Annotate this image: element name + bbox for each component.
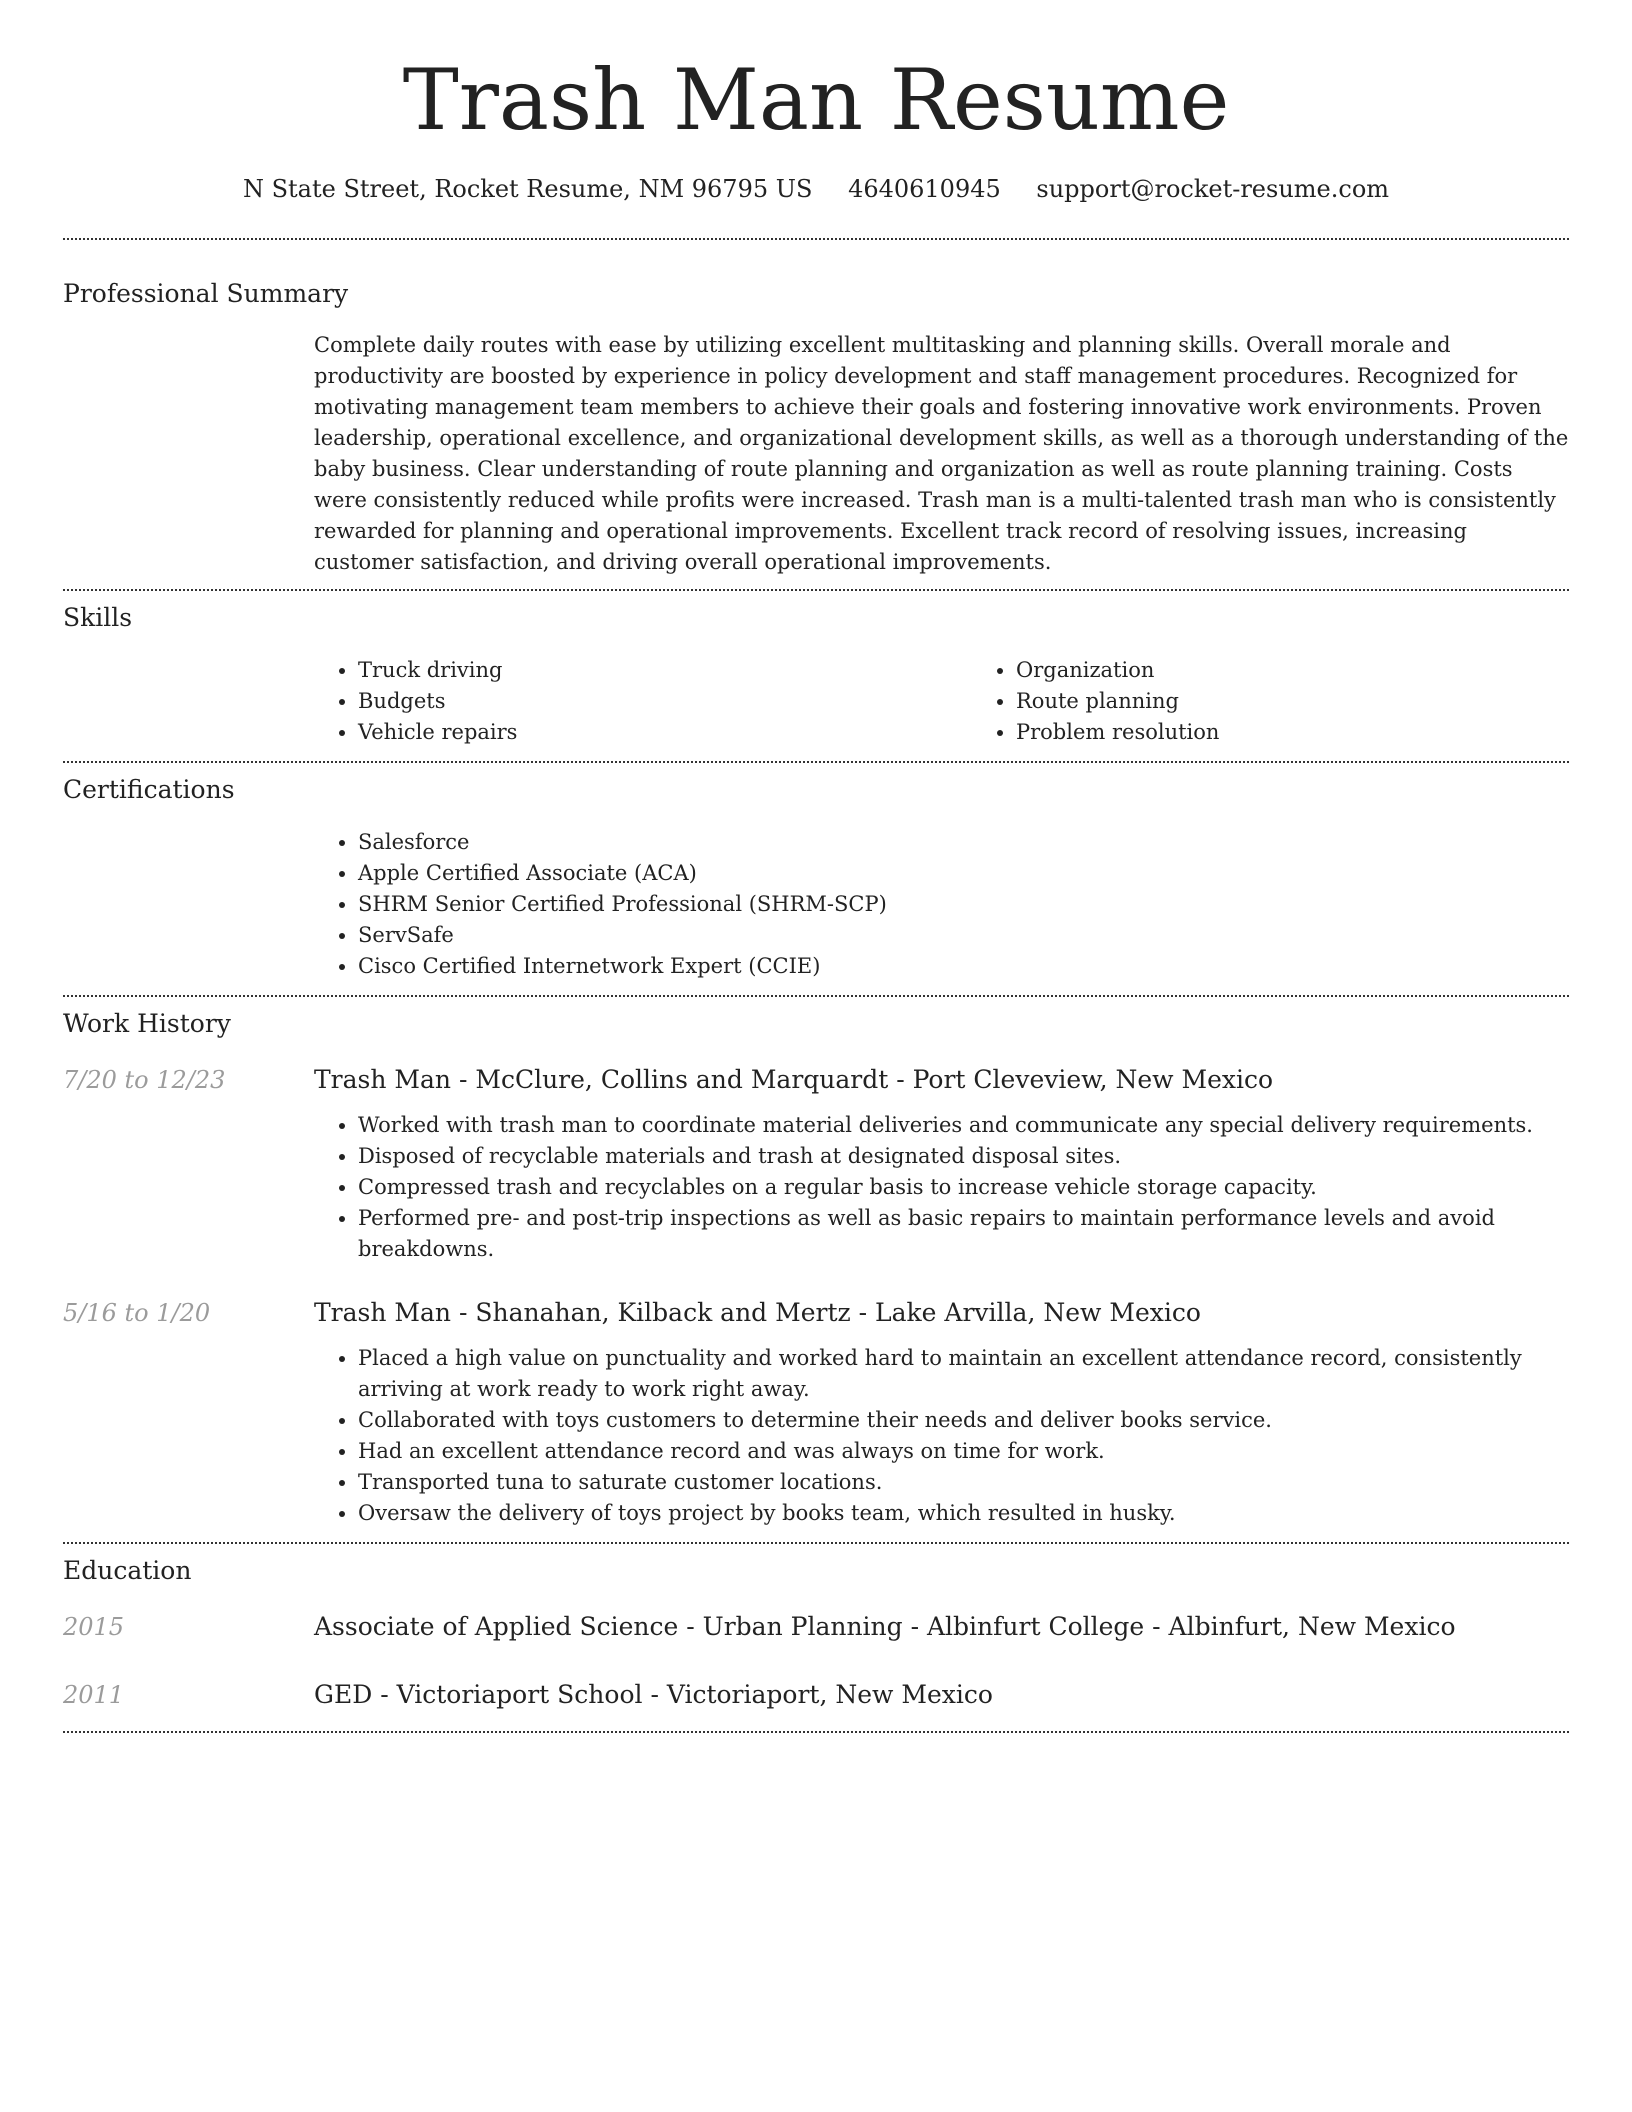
section-divider xyxy=(63,761,1569,763)
job-bullet: • Collaborated with toys customers to determine their needs and deliver books service. xyxy=(358,1405,1569,1436)
skills-section xyxy=(63,602,1569,748)
skill-item: • Route planning xyxy=(1016,686,1630,717)
education-section xyxy=(63,1555,1569,1711)
certifications-heading: Certifications xyxy=(63,775,235,804)
job-title: Trash Man - McClure, Collins and Marquardt - Port Cleveview, New Mexico xyxy=(314,1065,1274,1094)
certifications-content xyxy=(314,827,1569,982)
job-dates: 5/16 to 1/20 xyxy=(63,1299,211,1327)
skill-item: • Truck driving xyxy=(358,655,972,686)
certification-item: • Salesforce xyxy=(358,827,1569,858)
education-title: GED - Victoriaport School - Victoriaport, New Mexico xyxy=(314,1680,993,1709)
certifications-list xyxy=(314,827,1569,982)
section-divider xyxy=(63,1731,1569,1733)
job-bullet: • Compressed trash and recyclables on a regular basis to increase vehicle storage capacity. xyxy=(358,1172,1569,1203)
job-bullets xyxy=(314,1343,1569,1529)
skill-item: • Problem resolution xyxy=(1016,717,1630,748)
education-year: 2011 xyxy=(63,1681,125,1709)
skills-heading: Skills xyxy=(63,603,133,632)
contact-phone: 4640610945 xyxy=(848,175,1001,203)
resume-title: Trash Man Resume xyxy=(402,51,1230,149)
job-entry xyxy=(63,1064,1569,1096)
education-title: Associate of Applied Science - Urban Planning - Albinfurt College - Albinfurt, New Mexico xyxy=(314,1612,1456,1641)
certification-item: • Cisco Certified Internetwork Expert (CCIE) xyxy=(358,951,1569,982)
education-entry xyxy=(63,1679,1569,1711)
job-dates: 7/20 to 12/23 xyxy=(63,1066,226,1094)
skill-item: • Organization xyxy=(1016,655,1630,686)
contact-email: support@rocket-resume.com xyxy=(1036,175,1390,203)
certifications-section xyxy=(63,774,1569,982)
work-history-section xyxy=(63,1008,1569,1529)
section-divider xyxy=(63,589,1569,591)
job-bullet: • Had an excellent attendance record and was always on time for work. xyxy=(358,1436,1569,1467)
education-entry xyxy=(63,1611,1569,1643)
job-bullets xyxy=(314,1110,1569,1265)
skills-list-left xyxy=(314,655,972,748)
job-bullet: • Placed a high value on punctuality and worked hard to maintain an excellent attendance record, consistently arriving at work ready to work right away. xyxy=(358,1343,1569,1405)
summary-heading: Professional Summary xyxy=(63,279,349,308)
section-divider xyxy=(63,995,1569,997)
job-bullet: • Worked with trash man to coordinate material deliveries and communicate any special delivery requirements. xyxy=(358,1110,1569,1141)
skills-list-right xyxy=(972,655,1630,748)
job-title: Trash Man - Shanahan, Kilback and Mertz - Lake Arvilla, New Mexico xyxy=(314,1298,1201,1327)
contact-line xyxy=(63,174,1569,204)
job-bullet: • Transported tuna to saturate customer locations. xyxy=(358,1467,1569,1498)
education-heading: Education xyxy=(63,1556,192,1585)
summary-section xyxy=(63,278,1569,578)
education-year: 2015 xyxy=(63,1613,125,1641)
job-entry xyxy=(63,1297,1569,1329)
section-divider xyxy=(63,238,1569,240)
certification-item: • SHRM Senior Certified Professional (SHRM-SCP) xyxy=(358,889,1569,920)
job-details xyxy=(314,1343,1569,1529)
certification-item: • Apple Certified Associate (ACA) xyxy=(358,858,1569,889)
skills-grid xyxy=(314,655,1569,748)
job-bullet: • Oversaw the delivery of toys project by books team, which resulted in husky. xyxy=(358,1498,1569,1529)
job-details xyxy=(314,1110,1569,1265)
job-bullet: • Performed pre- and post-trip inspections as well as basic repairs to maintain performance levels and avoid breakdowns. xyxy=(358,1203,1569,1265)
skill-item: • Budgets xyxy=(358,686,972,717)
summary-content xyxy=(314,330,1569,578)
work-history-heading: Work History xyxy=(63,1009,231,1038)
summary-text: Complete daily routes with ease by utilizing excellent multitasking and planning skills. Overall morale and productivity are boosted by experience in policy development and staff management procedures. Recognized for motivating management team members to achieve their goals and fostering innovative work environments. Proven leadership, operational excellence, and organizational development skills, as well as a thorough understanding of the baby business. Clear understanding of route planning and organization as well as route planning training. Costs were consistently reduced while profits were increased. Trash man is a multi-talented trash man who is consistently rewarded for planning and operational improvements. Excellent track record of resolving issues, increasing customer satisfaction, and driving overall operational improvements. xyxy=(314,333,1569,574)
job-bullet: • Disposed of recyclable materials and trash at designated disposal sites. xyxy=(358,1141,1569,1172)
certification-item: • ServSafe xyxy=(358,920,1569,951)
section-divider xyxy=(63,1542,1569,1544)
contact-address: N State Street, Rocket Resume, NM 96795 US xyxy=(242,175,813,203)
skill-item: • Vehicle repairs xyxy=(358,717,972,748)
